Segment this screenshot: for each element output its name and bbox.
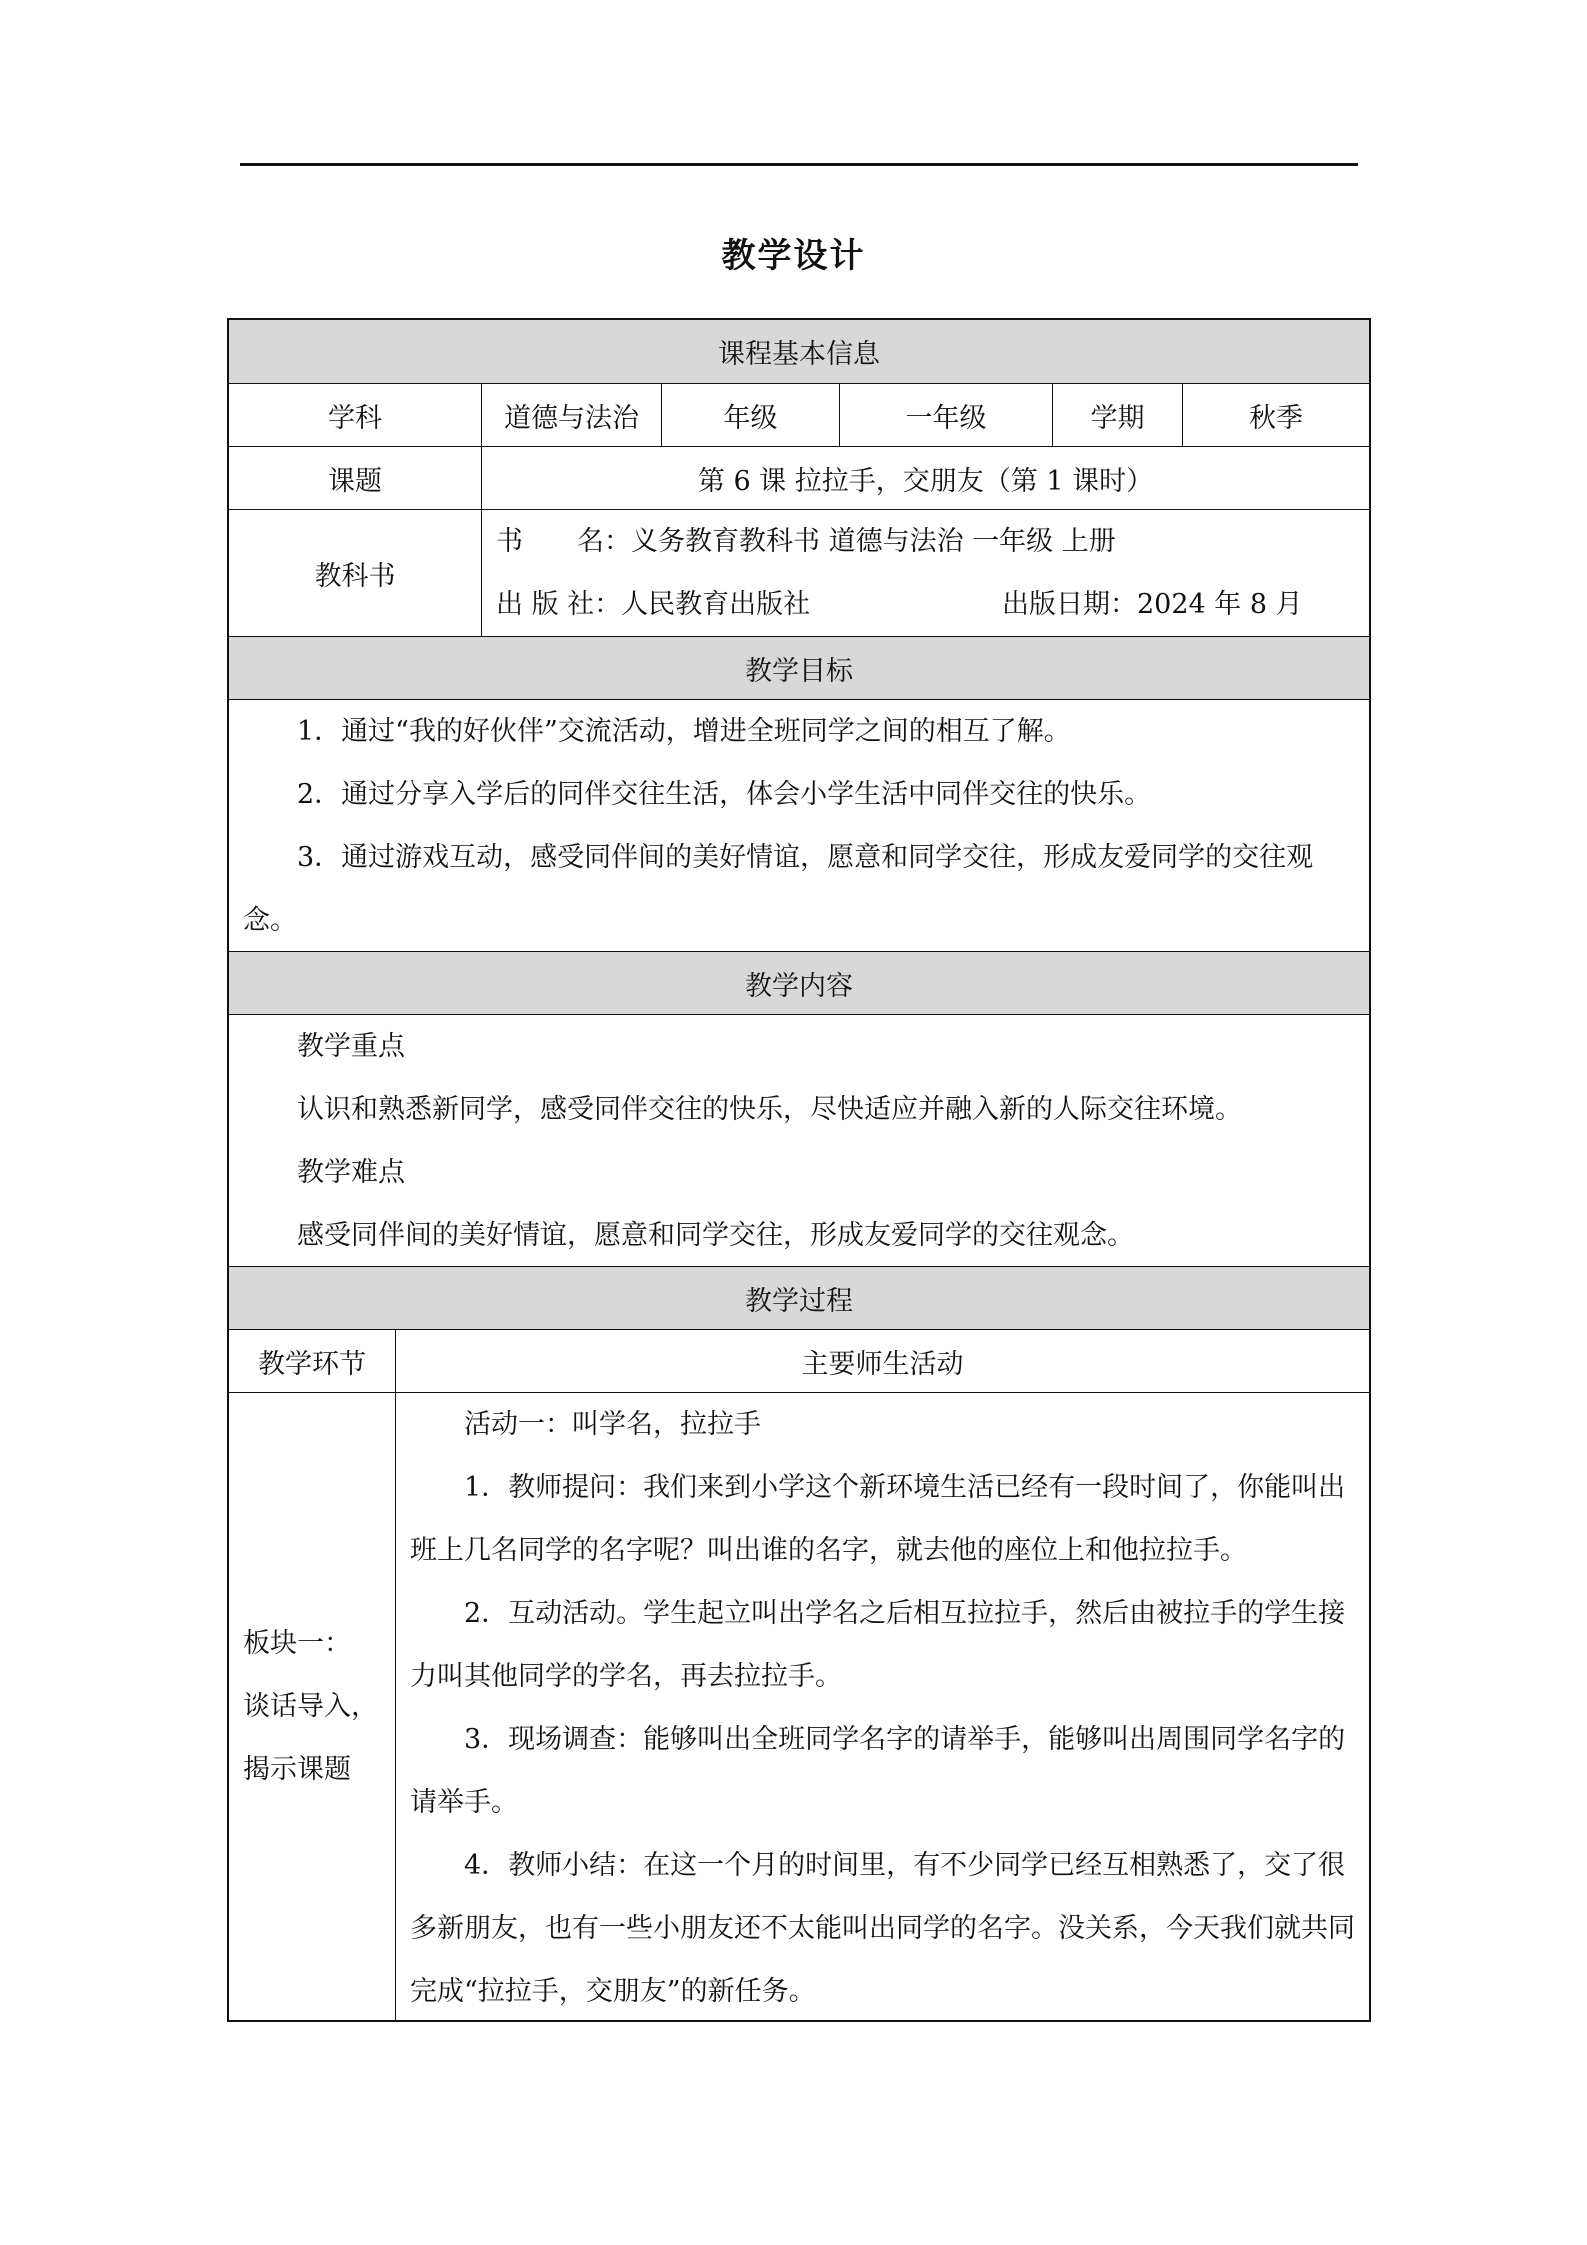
content-header: 教学内容: [745, 970, 853, 1002]
book-name-label: 书 名：: [496, 526, 631, 557]
activity-title: 活动一：叫学名，拉拉手: [464, 1409, 761, 1440]
textbook-info: [481, 510, 1369, 636]
topic-row: [229, 446, 1369, 509]
objectives-header-row: [229, 636, 1369, 699]
basic-info-header: 课程基本信息: [718, 339, 880, 370]
objective-item: 3．通过游戏互动，感受同伴间的美好情谊，愿意和同学交往，形成友爱同学的交往观念。: [243, 842, 1314, 936]
activity-column-header: 主要师生活动: [395, 1330, 1369, 1392]
process-header: 教学过程: [745, 1285, 853, 1317]
difficulty-label: 教学难点: [297, 1157, 405, 1188]
activity-step: 3．现场调查：能够叫出全班同学名字的请举手，能够叫出周围同学名字的请举手。: [410, 1724, 1346, 1818]
grade-label: 年级: [661, 384, 839, 446]
book-name-line: [496, 510, 1116, 573]
stage1-row: [229, 1392, 1369, 2020]
pub-date-label: 出版日期：: [1002, 589, 1137, 620]
subject-row: [229, 383, 1369, 446]
page-title: 教学设计: [721, 236, 866, 276]
grade-value: 一年级: [839, 384, 1052, 446]
objective-item: 2．通过分享入学后的同伴交往生活，体会小学生活中同伴交往的快乐。: [297, 779, 1152, 810]
objectives-row: [229, 699, 1369, 951]
subject-value: 道德与法治: [481, 384, 661, 446]
book-name-value: 义务教育教科书 道德与法治 一年级 上册: [631, 526, 1116, 557]
stage1-line: 谈话导入，: [243, 1691, 378, 1722]
basic-info-header-row: [229, 320, 1369, 383]
content-header-row: [229, 951, 1369, 1014]
difficulty-text: 感受同伴间的美好情谊，愿意和同学交往，形成友爱同学的交往观念。: [297, 1220, 1134, 1251]
content-row: [229, 1014, 1369, 1266]
textbook-row: [229, 509, 1369, 636]
content-body: [229, 1015, 1369, 1266]
objective-item: 1．通过“我的好伙伴”交流活动，增进全班同学之间的相互了解。: [297, 716, 1071, 747]
stage1-line: 揭示课题: [243, 1754, 351, 1785]
key-points-text: 认识和熟悉新同学，感受同伴交往的快乐，尽快适应并融入新的人际交往环境。: [297, 1094, 1242, 1125]
stage1-label: [229, 1393, 395, 2020]
publisher-line: [496, 573, 1369, 636]
publisher-value: 人民教育出版社: [621, 589, 811, 620]
key-points-label: 教学重点: [297, 1031, 405, 1062]
header-rule: [240, 163, 1358, 166]
term-label: 学期: [1052, 384, 1182, 446]
objectives-body: [229, 700, 1369, 951]
stage1-line: 板块一：: [243, 1628, 351, 1659]
subject-label: 学科: [328, 402, 382, 434]
activity-step: 2．互动活动。学生起立叫出学名之后相互拉拉手，然后由被拉手的学生接力叫其他同学的学名，再去拉拉手。: [410, 1598, 1346, 1692]
textbook-label: 教科书: [314, 560, 396, 592]
objectives-header: 教学目标: [745, 655, 853, 687]
lesson-plan-table: [227, 318, 1371, 2022]
stage-column-header: 教学环节: [258, 1348, 366, 1380]
publisher-label: 出 版 社：: [496, 589, 622, 620]
activity-step: 1．教师提问：我们来到小学这个新环境生活已经有一段时间了，你能叫出班上几名同学的名字呢？叫出谁的名字，就去他的座位上和他拉拉手。: [410, 1472, 1346, 1566]
term-value: 秋季: [1182, 384, 1369, 446]
topic-value: 第 6 课 拉拉手，交朋友（第 1 课时）: [481, 447, 1369, 509]
activity-step: 4．教师小结：在这一个月的时间里，有不少同学已经互相熟悉了，交了很多新朋友，也有一些小朋友还不太能叫出同学的名字。没关系，今天我们就共同完成“拉拉手，交朋友”的新任务。: [410, 1850, 1355, 2007]
process-columns-row: [229, 1329, 1369, 1392]
stage1-activities: [395, 1393, 1369, 2020]
process-header-row: [229, 1266, 1369, 1329]
topic-label: 课题: [328, 465, 382, 497]
pub-date-value: 2024 年 8 月: [1137, 589, 1303, 620]
